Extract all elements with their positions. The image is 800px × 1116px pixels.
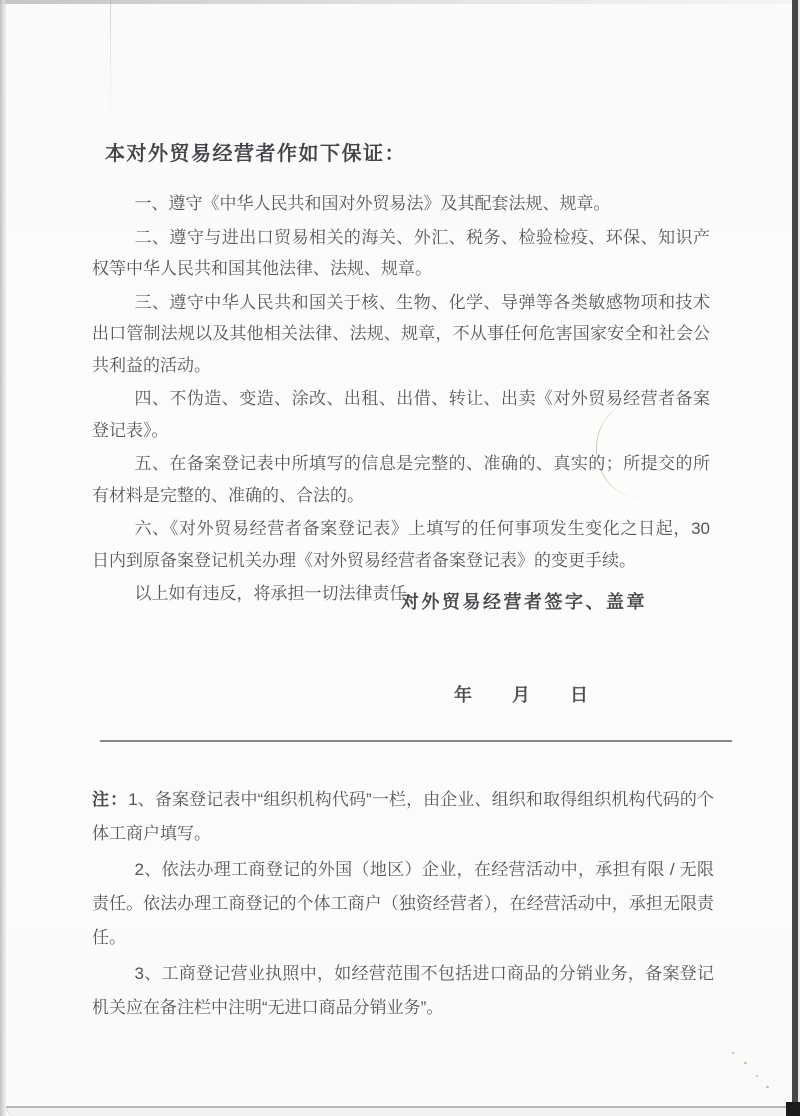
scan-edge-top [0, 0, 800, 4]
pledge-item-4: 四、不伪造、变造、涂改、出租、出借、转让、出卖《对外贸易经营者备案登记表》。 [92, 389, 710, 440]
note-item-1 [92, 783, 714, 851]
signature-label: 对外贸易经营者签字、盖章 [401, 592, 647, 612]
pledge-item-2: 二、遵守与进出口贸易相关的海关、外汇、税务、检验检疫、环保、知识产权等中华人民共和国其他法律、法规、规章。 [92, 227, 710, 278]
date-month-label: 月 [512, 685, 530, 705]
scan-corner-chip [786, 1102, 800, 1116]
date-line [454, 681, 588, 707]
scan-speckle [766, 1085, 770, 1088]
note-item-3: 3、工商登记营业执照中，如经营范围不包括进口商品的分销业务，备案登记机关应在备注栏中注明“无进口商品分销业务”。 [92, 964, 714, 1017]
pledge-item-6: 六、《对外贸易经营者备案登记表》上填写的任何事项发生变化之日起，30 日内到原备案登记机关办理《对外贸易经营者备案登记表》的变更手续。 [92, 519, 710, 570]
scan-speckle [744, 1062, 747, 1064]
scan-crease-mark [110, 0, 111, 140]
scan-speckle [732, 1052, 734, 1054]
date-day-label: 日 [570, 685, 588, 705]
note-text-1: 1、备案登记表中“组织机构代码”一栏，由企业、组织和取得组织机构代码的个体工商户填写。 [92, 790, 715, 843]
pledge-list [92, 188, 710, 612]
notes-section [92, 783, 714, 1027]
scan-edge-bottom [6, 1106, 793, 1116]
notes-label: 注： [92, 790, 129, 809]
pledge-item-5: 五、在备案登记表中所填写的信息是完整的、准确的、真实的；所提交的所有材料是完整的、准确的、合法的。 [92, 454, 710, 505]
pledge-item-3: 三、遵守中华人民共和国关于核、生物、化学、导弹等各类敏感物项和技术出口管制法规以及其他相关法律、法规、规章，不从事任何危害国家安全和社会公共利益的活动。 [92, 292, 710, 375]
scan-edge-left [0, 0, 7, 1116]
scan-speckle [756, 1075, 758, 1077]
pledge-item-1: 一、遵守《中华人民共和国对外贸易法》及其配套法规、规章。 [134, 194, 611, 213]
date-year-label: 年 [454, 685, 472, 705]
page-title: 本对外贸易经营者作如下保证： [105, 143, 406, 165]
closing-statement: 以上如有违反，将承担一切法律责任。 [134, 584, 424, 603]
divider-line [100, 740, 732, 742]
note-item-2: 2、依法办理工商登记的外国（地区）企业，在经营活动中，承担有限 / 无限责任。依法办理工商登记的个体工商户（独资经营者），在经营活动中，承担无限责任。 [92, 860, 714, 947]
